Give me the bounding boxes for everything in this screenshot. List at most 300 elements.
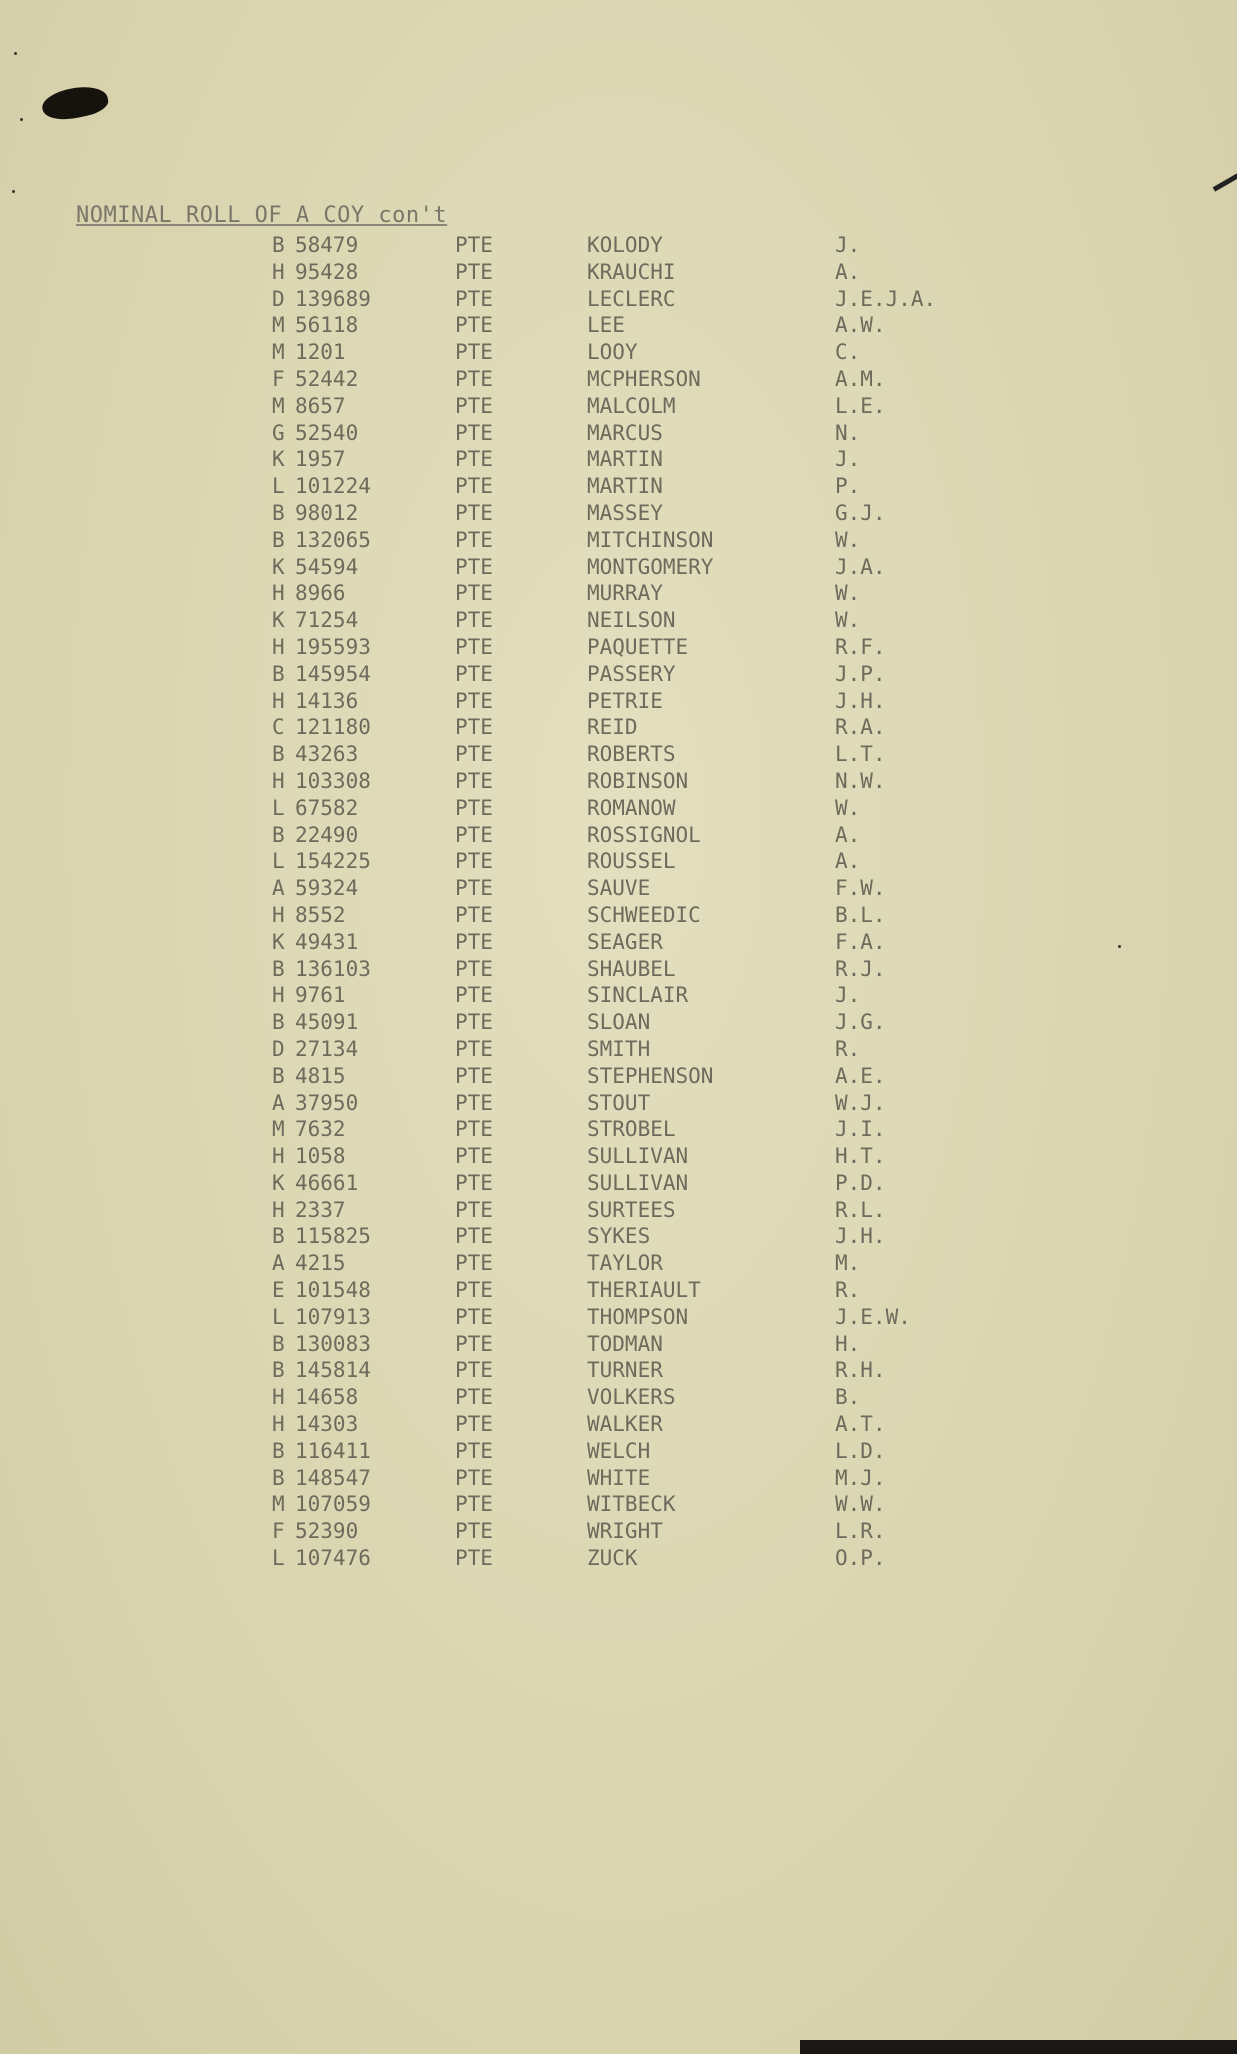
rank: PTE — [455, 849, 493, 874]
service-number: 8552 — [295, 902, 346, 927]
initials: J.P. — [835, 661, 886, 686]
company-letter: H — [272, 1385, 285, 1410]
roll-entry-row — [0, 1331, 1237, 1358]
surname: ZUCK — [587, 1546, 638, 1571]
service-number: 101224 — [295, 474, 371, 499]
initials: F.W. — [835, 876, 886, 901]
initials: B. — [835, 1385, 861, 1410]
roll-entry-row — [0, 446, 1237, 473]
surname: ROMANOW — [587, 795, 676, 820]
surname: MASSEY — [587, 500, 663, 525]
rank: PTE — [455, 1358, 493, 1383]
surname: WELCH — [587, 1438, 651, 1463]
service-number: 52390 — [295, 1519, 359, 1544]
surname: TURNER — [587, 1358, 663, 1383]
roll-entry-row — [0, 527, 1237, 554]
surname: WHITE — [587, 1465, 651, 1490]
surname: THOMPSON — [587, 1304, 689, 1329]
rank: PTE — [455, 795, 493, 820]
surname: MITCHINSON — [587, 527, 714, 552]
roll-entry-row — [0, 741, 1237, 768]
company-letter: M — [272, 1492, 285, 1517]
service-number: 54594 — [295, 554, 359, 579]
scan-edge — [800, 2040, 1237, 2054]
initials: W. — [835, 608, 861, 633]
rank: PTE — [455, 983, 493, 1008]
surname: WRIGHT — [587, 1519, 663, 1544]
roll-entry-row — [0, 1411, 1237, 1438]
surname: LEE — [587, 313, 625, 338]
company-letter: B — [272, 233, 285, 257]
rank: PTE — [455, 742, 493, 767]
surname: SMITH — [587, 1036, 651, 1061]
service-number: 52540 — [295, 420, 359, 445]
roll-entry-row — [0, 473, 1237, 500]
service-number: 148547 — [295, 1465, 371, 1490]
nominal-roll-list — [0, 232, 1237, 1572]
surname: THERIAULT — [587, 1278, 701, 1303]
company-letter: B — [272, 956, 285, 981]
surname: MARTIN — [587, 447, 663, 472]
rank: PTE — [455, 1010, 493, 1035]
roll-entry-row — [0, 1063, 1237, 1090]
surname: ROUSSEL — [587, 849, 676, 874]
initials: A. — [835, 849, 861, 874]
rank: PTE — [455, 1385, 493, 1410]
company-letter: D — [272, 1036, 285, 1061]
company-letter: H — [272, 581, 285, 606]
company-letter: M — [272, 393, 285, 418]
roll-entry-row — [0, 286, 1237, 313]
initials: J.H. — [835, 688, 886, 713]
company-letter: H — [272, 1197, 285, 1222]
roll-entry-row — [0, 848, 1237, 875]
company-letter: H — [272, 768, 285, 793]
service-number: 101548 — [295, 1278, 371, 1303]
service-number: 9761 — [295, 983, 346, 1008]
company-letter: A — [272, 1090, 285, 1115]
roll-entry-row — [0, 339, 1237, 366]
service-number: 37950 — [295, 1090, 359, 1115]
surname: PETRIE — [587, 688, 663, 713]
initials: J.I. — [835, 1117, 886, 1142]
rank: PTE — [455, 1197, 493, 1222]
roll-entry-row — [0, 1250, 1237, 1277]
company-letter: H — [272, 259, 285, 284]
company-letter: B — [272, 500, 285, 525]
service-number: 107059 — [295, 1492, 371, 1517]
roll-entry-row — [0, 312, 1237, 339]
service-number: 1201 — [295, 340, 346, 365]
rank: PTE — [455, 233, 493, 257]
service-number: 132065 — [295, 527, 371, 552]
initials: L.D. — [835, 1438, 886, 1463]
roll-entry-row — [0, 1357, 1237, 1384]
initials: R.F. — [835, 634, 886, 659]
roll-heading: NOMINAL ROLL OF A COY con't — [76, 203, 448, 228]
surname: KOLODY — [587, 233, 663, 257]
rank: PTE — [455, 313, 493, 338]
initials: R.L. — [835, 1197, 886, 1222]
initials: J.E.J.A. — [835, 286, 937, 311]
rank: PTE — [455, 1546, 493, 1571]
roll-entry-row — [0, 1491, 1237, 1518]
surname: WITBECK — [587, 1492, 676, 1517]
company-letter: A — [272, 876, 285, 901]
initials: A.W. — [835, 313, 886, 338]
company-letter: B — [272, 822, 285, 847]
service-number: 95428 — [295, 259, 359, 284]
initials: A.E. — [835, 1063, 886, 1088]
roll-entry-row — [0, 768, 1237, 795]
company-letter: K — [272, 929, 285, 954]
rank: PTE — [455, 554, 493, 579]
surname: STEPHENSON — [587, 1063, 714, 1088]
rank: PTE — [455, 608, 493, 633]
company-letter: B — [272, 1465, 285, 1490]
rank: PTE — [455, 1331, 493, 1356]
surname: MARTIN — [587, 474, 663, 499]
company-letter: M — [272, 313, 285, 338]
service-number: 145954 — [295, 661, 371, 686]
rank: PTE — [455, 420, 493, 445]
service-number: 14303 — [295, 1412, 359, 1437]
initials: W.W. — [835, 1492, 886, 1517]
initials: L.R. — [835, 1519, 886, 1544]
rank: PTE — [455, 1170, 493, 1195]
company-letter: H — [272, 1412, 285, 1437]
initials: J. — [835, 447, 861, 472]
initials: N.W. — [835, 768, 886, 793]
initials: J.G. — [835, 1010, 886, 1035]
roll-entry-row — [0, 1465, 1237, 1492]
service-number: 22490 — [295, 822, 359, 847]
rank: PTE — [455, 259, 493, 284]
service-number: 27134 — [295, 1036, 359, 1061]
service-number: 7632 — [295, 1117, 346, 1142]
service-number: 49431 — [295, 929, 359, 954]
rank: PTE — [455, 581, 493, 606]
company-letter: B — [272, 1010, 285, 1035]
roll-entry-row — [0, 1223, 1237, 1250]
surname: MARCUS — [587, 420, 663, 445]
initials: R. — [835, 1036, 861, 1061]
company-letter: B — [272, 1438, 285, 1463]
service-number: 107913 — [295, 1304, 371, 1329]
company-letter: D — [272, 286, 285, 311]
service-number: 14136 — [295, 688, 359, 713]
surname: STOUT — [587, 1090, 651, 1115]
service-number: 4215 — [295, 1251, 346, 1276]
roll-entry-row — [0, 580, 1237, 607]
initials: P.D. — [835, 1170, 886, 1195]
surname: MONTGOMERY — [587, 554, 714, 579]
roll-entry-row — [0, 661, 1237, 688]
initials: W. — [835, 527, 861, 552]
service-number: 71254 — [295, 608, 359, 633]
roll-entry-row — [0, 420, 1237, 447]
service-number: 116411 — [295, 1438, 371, 1463]
company-letter: L — [272, 1304, 285, 1329]
initials: C. — [835, 340, 861, 365]
service-number: 103308 — [295, 768, 371, 793]
initials: G.J. — [835, 500, 886, 525]
service-number: 4815 — [295, 1063, 346, 1088]
roll-entry-row — [0, 1304, 1237, 1331]
service-number: 46661 — [295, 1170, 359, 1195]
rank: PTE — [455, 1036, 493, 1061]
surname: KRAUCHI — [587, 259, 676, 284]
initials: R.H. — [835, 1358, 886, 1383]
initials: R.J. — [835, 956, 886, 981]
surname: SULLIVAN — [587, 1170, 689, 1195]
service-number: 145814 — [295, 1358, 371, 1383]
dust-speck — [20, 118, 23, 121]
initials: M. — [835, 1251, 861, 1276]
service-number: 121180 — [295, 715, 371, 740]
initials: M.J. — [835, 1465, 886, 1490]
company-letter: M — [272, 1117, 285, 1142]
rank: PTE — [455, 634, 493, 659]
rank: PTE — [455, 768, 493, 793]
surname: MALCOLM — [587, 393, 676, 418]
rank: PTE — [455, 340, 493, 365]
initials: B.L. — [835, 902, 886, 927]
initials: J. — [835, 983, 861, 1008]
surname: MURRAY — [587, 581, 663, 606]
service-number: 67582 — [295, 795, 359, 820]
company-letter: B — [272, 742, 285, 767]
surname: TODMAN — [587, 1331, 663, 1356]
roll-entry-row — [0, 1090, 1237, 1117]
initials: R.A. — [835, 715, 886, 740]
ink-blot-mark — [40, 81, 111, 124]
service-number: 139689 — [295, 286, 371, 311]
company-letter: H — [272, 1144, 285, 1169]
rank: PTE — [455, 822, 493, 847]
service-number: 14658 — [295, 1385, 359, 1410]
initials: P. — [835, 474, 861, 499]
roll-entry-row — [0, 232, 1237, 259]
company-letter: K — [272, 608, 285, 633]
rank: PTE — [455, 688, 493, 713]
roll-entry-row — [0, 1170, 1237, 1197]
roll-entry-row — [0, 822, 1237, 849]
rank: PTE — [455, 1519, 493, 1544]
roll-entry-row — [0, 366, 1237, 393]
rank: PTE — [455, 1251, 493, 1276]
company-letter: A — [272, 1251, 285, 1276]
surname: NEILSON — [587, 608, 676, 633]
company-letter: B — [272, 1358, 285, 1383]
surname: VOLKERS — [587, 1385, 676, 1410]
company-letter: C — [272, 715, 285, 740]
rank: PTE — [455, 1117, 493, 1142]
surname: PAQUETTE — [587, 634, 689, 659]
rank: PTE — [455, 1063, 493, 1088]
rank: PTE — [455, 1438, 493, 1463]
service-number: 56118 — [295, 313, 359, 338]
surname: SAUVE — [587, 876, 651, 901]
rank: PTE — [455, 393, 493, 418]
initials: H. — [835, 1331, 861, 1356]
company-letter: M — [272, 340, 285, 365]
initials: N. — [835, 420, 861, 445]
company-letter: H — [272, 983, 285, 1008]
rank: PTE — [455, 902, 493, 927]
roll-entry-row — [0, 1277, 1237, 1304]
roll-entry-row — [0, 1518, 1237, 1545]
service-number: 1058 — [295, 1144, 346, 1169]
service-number: 1957 — [295, 447, 346, 472]
rank: PTE — [455, 1304, 493, 1329]
roll-entry-row — [0, 607, 1237, 634]
service-number: 43263 — [295, 742, 359, 767]
roll-entry-row — [0, 554, 1237, 581]
rank: PTE — [455, 929, 493, 954]
initials: A. — [835, 822, 861, 847]
rank: PTE — [455, 474, 493, 499]
service-number: 195593 — [295, 634, 371, 659]
roll-entry-row — [0, 1384, 1237, 1411]
surname: SINCLAIR — [587, 983, 689, 1008]
company-letter: F — [272, 366, 285, 391]
surname: TAYLOR — [587, 1251, 663, 1276]
roll-entry-row — [0, 688, 1237, 715]
roll-entry-row — [0, 929, 1237, 956]
initials: W. — [835, 581, 861, 606]
roll-entry-row — [0, 1438, 1237, 1465]
rank: PTE — [455, 715, 493, 740]
company-letter: B — [272, 1331, 285, 1356]
surname: STROBEL — [587, 1117, 676, 1142]
surname: PASSERY — [587, 661, 676, 686]
company-letter: F — [272, 1519, 285, 1544]
roll-entry-row — [0, 393, 1237, 420]
initials: O.P. — [835, 1546, 886, 1571]
rank: PTE — [455, 1412, 493, 1437]
service-number: 59324 — [295, 876, 359, 901]
company-letter: E — [272, 1278, 285, 1303]
roll-entry-row — [0, 634, 1237, 661]
initials: L.T. — [835, 742, 886, 767]
rank: PTE — [455, 1278, 493, 1303]
service-number: 8657 — [295, 393, 346, 418]
roll-entry-row — [0, 902, 1237, 929]
company-letter: B — [272, 527, 285, 552]
company-letter: H — [272, 634, 285, 659]
service-number: 52442 — [295, 366, 359, 391]
service-number: 45091 — [295, 1010, 359, 1035]
initials: A.T. — [835, 1412, 886, 1437]
company-letter: B — [272, 661, 285, 686]
surname: REID — [587, 715, 638, 740]
service-number: 154225 — [295, 849, 371, 874]
roll-entry-row — [0, 714, 1237, 741]
roll-entry-row — [0, 956, 1237, 983]
company-letter: B — [272, 1224, 285, 1249]
initials: J.E.W. — [835, 1304, 911, 1329]
service-number: 8966 — [295, 581, 346, 606]
edge-mark — [1213, 173, 1237, 191]
surname: LECLERC — [587, 286, 676, 311]
rank: PTE — [455, 661, 493, 686]
roll-entry-row — [0, 1009, 1237, 1036]
initials: L.E. — [835, 393, 886, 418]
company-letter: L — [272, 849, 285, 874]
dust-speck — [14, 52, 17, 55]
initials: J.A. — [835, 554, 886, 579]
rank: PTE — [455, 956, 493, 981]
roll-entry-row — [0, 982, 1237, 1009]
roll-entry-row — [0, 1545, 1237, 1572]
initials: F.A. — [835, 929, 886, 954]
rank: PTE — [455, 876, 493, 901]
service-number: 130083 — [295, 1331, 371, 1356]
service-number: 98012 — [295, 500, 359, 525]
surname: SULLIVAN — [587, 1144, 689, 1169]
company-letter: L — [272, 474, 285, 499]
initials: A.M. — [835, 366, 886, 391]
surname: SYKES — [587, 1224, 651, 1249]
company-letter: K — [272, 1170, 285, 1195]
rank: PTE — [455, 1492, 493, 1517]
surname: SEAGER — [587, 929, 663, 954]
company-letter: H — [272, 688, 285, 713]
service-number: 136103 — [295, 956, 371, 981]
surname: ROSSIGNOL — [587, 822, 701, 847]
initials: J. — [835, 233, 861, 257]
surname: SCHWEEDIC — [587, 902, 701, 927]
initials: H.T. — [835, 1144, 886, 1169]
surname: SHAUBEL — [587, 956, 676, 981]
rank: PTE — [455, 500, 493, 525]
roll-entry-row — [0, 795, 1237, 822]
rank: PTE — [455, 1465, 493, 1490]
initials: W. — [835, 795, 861, 820]
surname: ROBINSON — [587, 768, 689, 793]
surname: SURTEES — [587, 1197, 676, 1222]
rank: PTE — [455, 286, 493, 311]
service-number: 115825 — [295, 1224, 371, 1249]
rank: PTE — [455, 447, 493, 472]
company-letter: G — [272, 420, 285, 445]
initials: A. — [835, 259, 861, 284]
company-letter: K — [272, 554, 285, 579]
surname: MCPHERSON — [587, 366, 701, 391]
roll-entry-row — [0, 1116, 1237, 1143]
surname: ROBERTS — [587, 742, 676, 767]
company-letter: L — [272, 795, 285, 820]
surname: LOOY — [587, 340, 638, 365]
company-letter: K — [272, 447, 285, 472]
service-number: 107476 — [295, 1546, 371, 1571]
roll-entry-row — [0, 1197, 1237, 1224]
rank: PTE — [455, 1224, 493, 1249]
roll-entry-row — [0, 875, 1237, 902]
rank: PTE — [455, 1144, 493, 1169]
company-letter: H — [272, 902, 285, 927]
initials: J.H. — [835, 1224, 886, 1249]
company-letter: L — [272, 1546, 285, 1571]
roll-entry-row — [0, 500, 1237, 527]
service-number: 2337 — [295, 1197, 346, 1222]
initials: R. — [835, 1278, 861, 1303]
roll-entry-row — [0, 1143, 1237, 1170]
surname: WALKER — [587, 1412, 663, 1437]
roll-entry-row — [0, 1036, 1237, 1063]
rank: PTE — [455, 527, 493, 552]
